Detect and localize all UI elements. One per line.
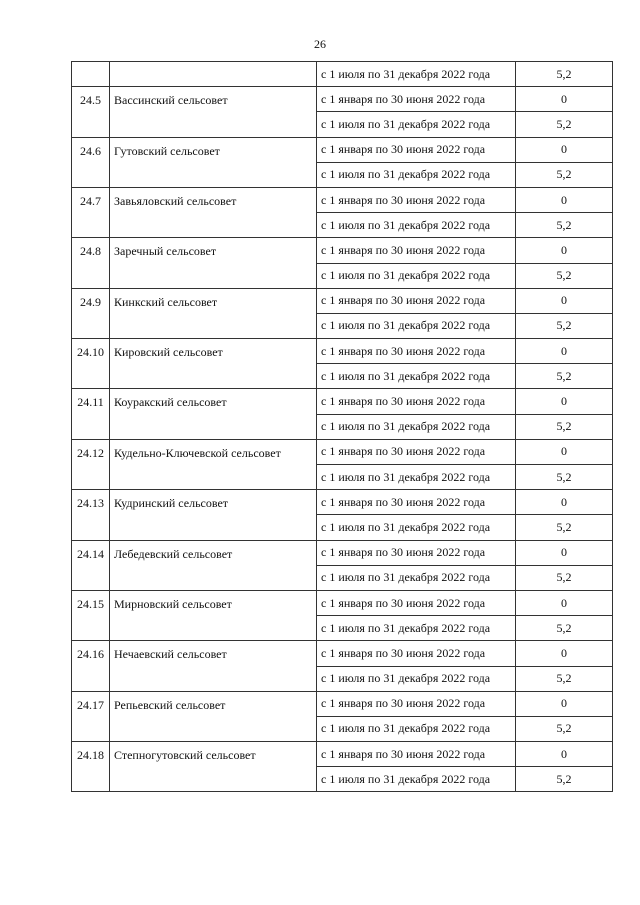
row-number-cell: 24.17 bbox=[72, 691, 110, 741]
row-number-cell: 24.9 bbox=[72, 288, 110, 338]
value-cell: 0 bbox=[516, 590, 613, 615]
period-cell: с 1 июля по 31 декабря 2022 года bbox=[317, 565, 516, 590]
value-cell: 0 bbox=[516, 389, 613, 414]
value-cell: 0 bbox=[516, 238, 613, 263]
row-number-cell: 24.8 bbox=[72, 238, 110, 288]
period-cell: с 1 июля по 31 декабря 2022 года bbox=[317, 213, 516, 238]
value-cell: 0 bbox=[516, 691, 613, 716]
rates-table bbox=[71, 61, 613, 792]
value-cell: 5,2 bbox=[516, 767, 613, 792]
period-cell: с 1 июля по 31 декабря 2022 года bbox=[317, 112, 516, 137]
settlement-name-cell bbox=[110, 62, 317, 87]
period-cell: с 1 июля по 31 декабря 2022 года bbox=[317, 364, 516, 389]
settlement-name-cell: Завьяловский сельсовет bbox=[110, 187, 317, 237]
value-cell: 0 bbox=[516, 187, 613, 212]
value-cell: 5,2 bbox=[516, 515, 613, 540]
page-number: 26 bbox=[314, 37, 326, 51]
period-cell: с 1 января по 30 июня 2022 года bbox=[317, 590, 516, 615]
table-row bbox=[72, 389, 613, 414]
value-cell: 5,2 bbox=[516, 414, 613, 439]
settlement-name-cell: Кировский сельсовет bbox=[110, 339, 317, 389]
value-cell: 5,2 bbox=[516, 565, 613, 590]
value-cell: 0 bbox=[516, 87, 613, 112]
settlement-name-cell: Кинкский сельсовет bbox=[110, 288, 317, 338]
period-cell: с 1 января по 30 июня 2022 года bbox=[317, 288, 516, 313]
value-cell: 5,2 bbox=[516, 62, 613, 87]
period-cell: с 1 июля по 31 декабря 2022 года bbox=[317, 263, 516, 288]
settlement-name-cell: Заречный сельсовет bbox=[110, 238, 317, 288]
table-row bbox=[72, 187, 613, 212]
period-cell: с 1 января по 30 июня 2022 года bbox=[317, 490, 516, 515]
settlement-name-cell: Мирновский сельсовет bbox=[110, 590, 317, 640]
table-row bbox=[72, 590, 613, 615]
continuation-row bbox=[72, 62, 613, 87]
row-number-cell: 24.5 bbox=[72, 87, 110, 137]
period-cell: с 1 июля по 31 декабря 2022 года bbox=[317, 465, 516, 490]
period-cell: с 1 июля по 31 декабря 2022 года bbox=[317, 313, 516, 338]
row-number-cell: 24.10 bbox=[72, 339, 110, 389]
period-cell: с 1 июля по 31 декабря 2022 года bbox=[317, 62, 516, 87]
row-number-cell: 24.11 bbox=[72, 389, 110, 439]
value-cell: 5,2 bbox=[516, 263, 613, 288]
settlement-name-cell: Лебедевский сельсовет bbox=[110, 540, 317, 590]
value-cell: 0 bbox=[516, 641, 613, 666]
table-row bbox=[72, 691, 613, 716]
settlement-name-cell: Репьевский сельсовет bbox=[110, 691, 317, 741]
period-cell: с 1 января по 30 июня 2022 года bbox=[317, 641, 516, 666]
value-cell: 5,2 bbox=[516, 313, 613, 338]
value-cell: 0 bbox=[516, 439, 613, 464]
value-cell: 0 bbox=[516, 339, 613, 364]
period-cell: с 1 января по 30 июня 2022 года bbox=[317, 742, 516, 767]
value-cell: 0 bbox=[516, 288, 613, 313]
period-cell: с 1 января по 30 июня 2022 года bbox=[317, 389, 516, 414]
value-cell: 0 bbox=[516, 490, 613, 515]
row-number-cell: 24.6 bbox=[72, 137, 110, 187]
settlement-name-cell: Степногутовский сельсовет bbox=[110, 742, 317, 792]
table-row bbox=[72, 439, 613, 464]
value-cell: 0 bbox=[516, 742, 613, 767]
settlement-name-cell: Кудринский сельсовет bbox=[110, 490, 317, 540]
row-number-cell: 24.14 bbox=[72, 540, 110, 590]
value-cell: 5,2 bbox=[516, 364, 613, 389]
row-number-cell bbox=[72, 62, 110, 87]
value-cell: 5,2 bbox=[516, 112, 613, 137]
table-row bbox=[72, 238, 613, 263]
value-cell: 5,2 bbox=[516, 213, 613, 238]
period-cell: с 1 января по 30 июня 2022 года bbox=[317, 187, 516, 212]
row-number-cell: 24.13 bbox=[72, 490, 110, 540]
period-cell: с 1 января по 30 июня 2022 года bbox=[317, 87, 516, 112]
value-cell: 5,2 bbox=[516, 162, 613, 187]
period-cell: с 1 июля по 31 декабря 2022 года bbox=[317, 716, 516, 741]
period-cell: с 1 января по 30 июня 2022 года bbox=[317, 339, 516, 364]
table-body bbox=[72, 62, 613, 792]
settlement-name-cell: Вассинский сельсовет bbox=[110, 87, 317, 137]
period-cell: с 1 января по 30 июня 2022 года bbox=[317, 439, 516, 464]
period-cell: с 1 января по 30 июня 2022 года bbox=[317, 691, 516, 716]
value-cell: 0 bbox=[516, 540, 613, 565]
table-row bbox=[72, 87, 613, 112]
settlement-name-cell: Коуракский сельсовет bbox=[110, 389, 317, 439]
row-number-cell: 24.15 bbox=[72, 590, 110, 640]
period-cell: с 1 января по 30 июня 2022 года bbox=[317, 540, 516, 565]
period-cell: с 1 января по 30 июня 2022 года bbox=[317, 137, 516, 162]
table-row bbox=[72, 641, 613, 666]
settlement-name-cell: Нечаевский сельсовет bbox=[110, 641, 317, 691]
table-row bbox=[72, 540, 613, 565]
value-cell: 0 bbox=[516, 137, 613, 162]
row-number-cell: 24.12 bbox=[72, 439, 110, 489]
row-number-cell: 24.16 bbox=[72, 641, 110, 691]
value-cell: 5,2 bbox=[516, 716, 613, 741]
period-cell: с 1 января по 30 июня 2022 года bbox=[317, 238, 516, 263]
period-cell: с 1 июля по 31 декабря 2022 года bbox=[317, 162, 516, 187]
table-row bbox=[72, 742, 613, 767]
settlement-name-cell: Кудельно-Ключевской сельсовет bbox=[110, 439, 317, 489]
period-cell: с 1 июля по 31 декабря 2022 года bbox=[317, 767, 516, 792]
row-number-cell: 24.7 bbox=[72, 187, 110, 237]
value-cell: 5,2 bbox=[516, 465, 613, 490]
settlement-name-cell: Гутовский сельсовет bbox=[110, 137, 317, 187]
row-number-cell: 24.18 bbox=[72, 742, 110, 792]
value-cell: 5,2 bbox=[516, 616, 613, 641]
table-row bbox=[72, 339, 613, 364]
table-row bbox=[72, 490, 613, 515]
period-cell: с 1 июля по 31 декабря 2022 года bbox=[317, 515, 516, 540]
value-cell: 5,2 bbox=[516, 666, 613, 691]
table-row bbox=[72, 137, 613, 162]
period-cell: с 1 июля по 31 декабря 2022 года bbox=[317, 666, 516, 691]
table-row bbox=[72, 288, 613, 313]
period-cell: с 1 июля по 31 декабря 2022 года bbox=[317, 414, 516, 439]
period-cell: с 1 июля по 31 декабря 2022 года bbox=[317, 616, 516, 641]
